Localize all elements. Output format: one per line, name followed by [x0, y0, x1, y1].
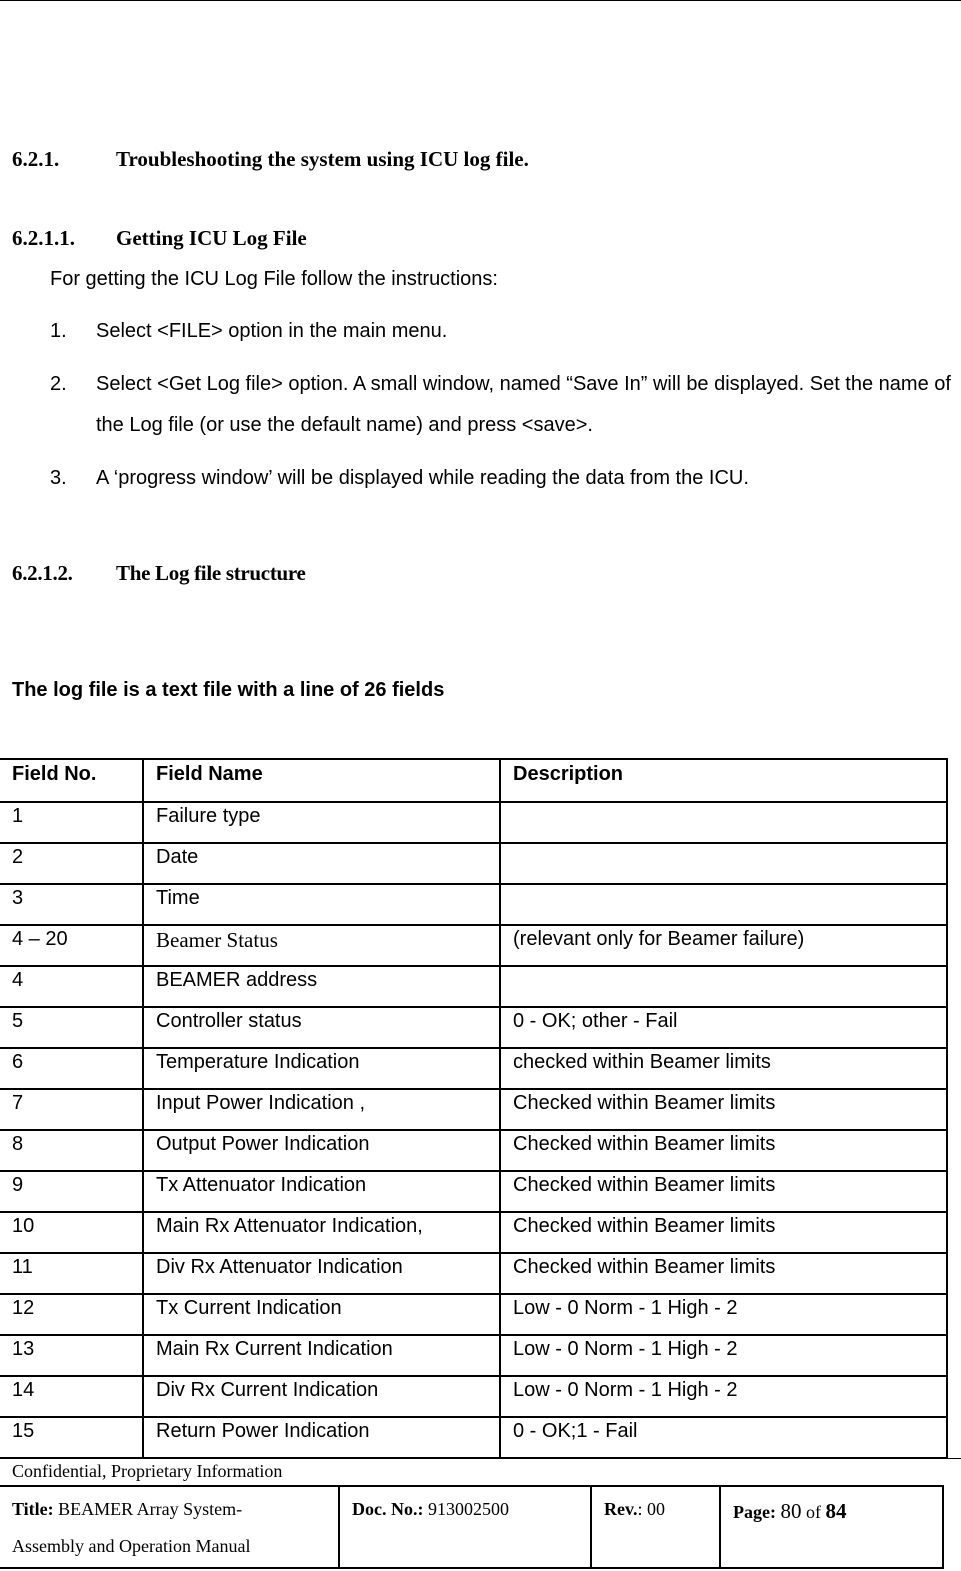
footer-doc-cell: [339, 1486, 591, 1568]
subsection2-number: 6.2.1.2.: [12, 561, 73, 585]
field-no: 2: [0, 843, 143, 884]
field-desc: checked within Beamer limits: [500, 1048, 947, 1089]
field-name: Main Rx Attenuator Indication,: [143, 1212, 500, 1253]
field-desc: Low - 0 Norm - 1 High - 2: [500, 1335, 947, 1376]
footer-title-line1: BEAMER Array System-: [58, 1499, 243, 1519]
field-no: 13: [0, 1335, 143, 1376]
field-desc: Low - 0 Norm - 1 High - 2: [500, 1376, 947, 1417]
table-row: [0, 1089, 947, 1130]
footer-page-no: 80: [780, 1499, 802, 1523]
field-no: 5: [0, 1007, 143, 1048]
step-3: [50, 458, 960, 499]
subsection1-number: 6.2.1.1.: [12, 226, 75, 250]
footer-rev-value: : 00: [637, 1499, 666, 1519]
field-desc: Checked within Beamer limits: [500, 1171, 947, 1212]
footer-page-total: 84: [825, 1499, 847, 1523]
table-row: [0, 1376, 947, 1417]
confidential-notice: Confidential, Proprietary Information: [12, 1461, 283, 1481]
top-rule: [0, 0, 961, 1]
footer-title-cell: [0, 1486, 339, 1568]
field-name: Beamer Status: [143, 925, 500, 966]
step-2: [50, 364, 960, 446]
table-row: [0, 1253, 947, 1294]
footer-page-cell: [720, 1486, 943, 1568]
table-row: [0, 1007, 947, 1048]
field-no: 4 – 20: [0, 925, 143, 966]
field-name: Div Rx Current Indication: [143, 1376, 500, 1417]
subsection1-heading: [12, 226, 307, 251]
table-row: [0, 966, 947, 1007]
table-row: [0, 1417, 947, 1458]
field-desc: Checked within Beamer limits: [500, 1130, 947, 1171]
footer-rev-label: Rev.: [604, 1499, 638, 1519]
table-row: [0, 1048, 947, 1089]
field-no: 15: [0, 1417, 143, 1458]
header-field-name: Field Name: [143, 759, 500, 802]
field-name: Temperature Indication: [143, 1048, 500, 1089]
field-name: Tx Attenuator Indication: [143, 1171, 500, 1212]
step-text: Select <Get Log file> option. A small window, named “Save In” will be displayed. Set the name of the Log file (or use the default name) and press <save>.: [96, 373, 951, 436]
section-heading: [12, 147, 529, 172]
field-desc: [500, 843, 947, 884]
table-row: [0, 1171, 947, 1212]
field-no: 7: [0, 1089, 143, 1130]
table-header-row: [0, 759, 947, 802]
field-desc: [500, 802, 947, 843]
field-name: Time: [143, 884, 500, 925]
field-no: 3: [0, 884, 143, 925]
field-desc: [500, 884, 947, 925]
section-title: Troubleshooting the system using ICU log file.: [116, 147, 529, 171]
field-no: 1: [0, 802, 143, 843]
field-no: 11: [0, 1253, 143, 1294]
field-no: 14: [0, 1376, 143, 1417]
fields-table: [0, 758, 948, 1459]
field-name: Failure type: [143, 802, 500, 843]
table-row: [0, 884, 947, 925]
field-desc: Checked within Beamer limits: [500, 1089, 947, 1130]
field-name: Input Power Indication ,: [143, 1089, 500, 1130]
table-row: [0, 1212, 947, 1253]
footer-title-label: Title:: [12, 1499, 54, 1519]
header-field-no: Field No.: [0, 759, 143, 802]
table-row: [0, 802, 947, 843]
field-no: 12: [0, 1294, 143, 1335]
field-no: 9: [0, 1171, 143, 1212]
field-name: Output Power Indication: [143, 1130, 500, 1171]
subsection1-title: Getting ICU Log File: [116, 226, 307, 250]
footer-page-label: Page:: [733, 1502, 776, 1522]
step-text: A ‘progress window’ will be displayed while reading the data from the ICU.: [96, 467, 749, 489]
field-name: BEAMER address: [143, 966, 500, 1007]
table-row: [0, 925, 947, 966]
field-no: 10: [0, 1212, 143, 1253]
field-desc: Low - 0 Norm - 1 High - 2: [500, 1294, 947, 1335]
field-name: Tx Current Indication: [143, 1294, 500, 1335]
subsection2-title: The Log file structure: [116, 561, 306, 585]
step-number: 3.: [50, 467, 67, 489]
table-summary: The log file is a text file with a line of 26 fields: [12, 679, 445, 701]
field-no: 6: [0, 1048, 143, 1089]
step-text: Select <FILE> option in the main menu.: [96, 320, 448, 342]
field-no: 4: [0, 966, 143, 1007]
footer-rev-cell: [591, 1486, 720, 1568]
field-name: Div Rx Attenuator Indication: [143, 1253, 500, 1294]
field-desc: 0 - OK;1 - Fail: [500, 1417, 947, 1458]
step-number: 2.: [50, 373, 67, 395]
section-number: 6.2.1.: [12, 147, 60, 171]
field-desc: 0 - OK; other - Fail: [500, 1007, 947, 1048]
field-desc: (relevant only for Beamer failure): [500, 925, 947, 966]
field-name: Date: [143, 843, 500, 884]
header-description: Description: [500, 759, 947, 802]
field-desc: Checked within Beamer limits: [500, 1212, 947, 1253]
field-name: Controller status: [143, 1007, 500, 1048]
field-desc: [500, 966, 947, 1007]
step-1: [50, 311, 960, 352]
field-no: 8: [0, 1130, 143, 1171]
table-row: [0, 1130, 947, 1171]
footer-page-of: of: [805, 1502, 821, 1522]
footer-rule: [0, 1458, 961, 1459]
footer-doc-no: 913002500: [427, 1499, 509, 1519]
table-row: [0, 1335, 947, 1376]
intro-text: For getting the ICU Log File follow the instructions:: [50, 268, 498, 290]
field-desc: Checked within Beamer limits: [500, 1253, 947, 1294]
footer-doc-label: Doc. No.:: [352, 1499, 424, 1519]
table-row: [0, 843, 947, 884]
field-name: Return Power Indication: [143, 1417, 500, 1458]
step-number: 1.: [50, 320, 67, 342]
field-name: Main Rx Current Indication: [143, 1335, 500, 1376]
footer-table: [0, 1485, 944, 1569]
subsection2-heading: [12, 561, 306, 586]
footer-title-line2: Assembly and Operation Manual: [12, 1536, 251, 1556]
table-row: [0, 1294, 947, 1335]
